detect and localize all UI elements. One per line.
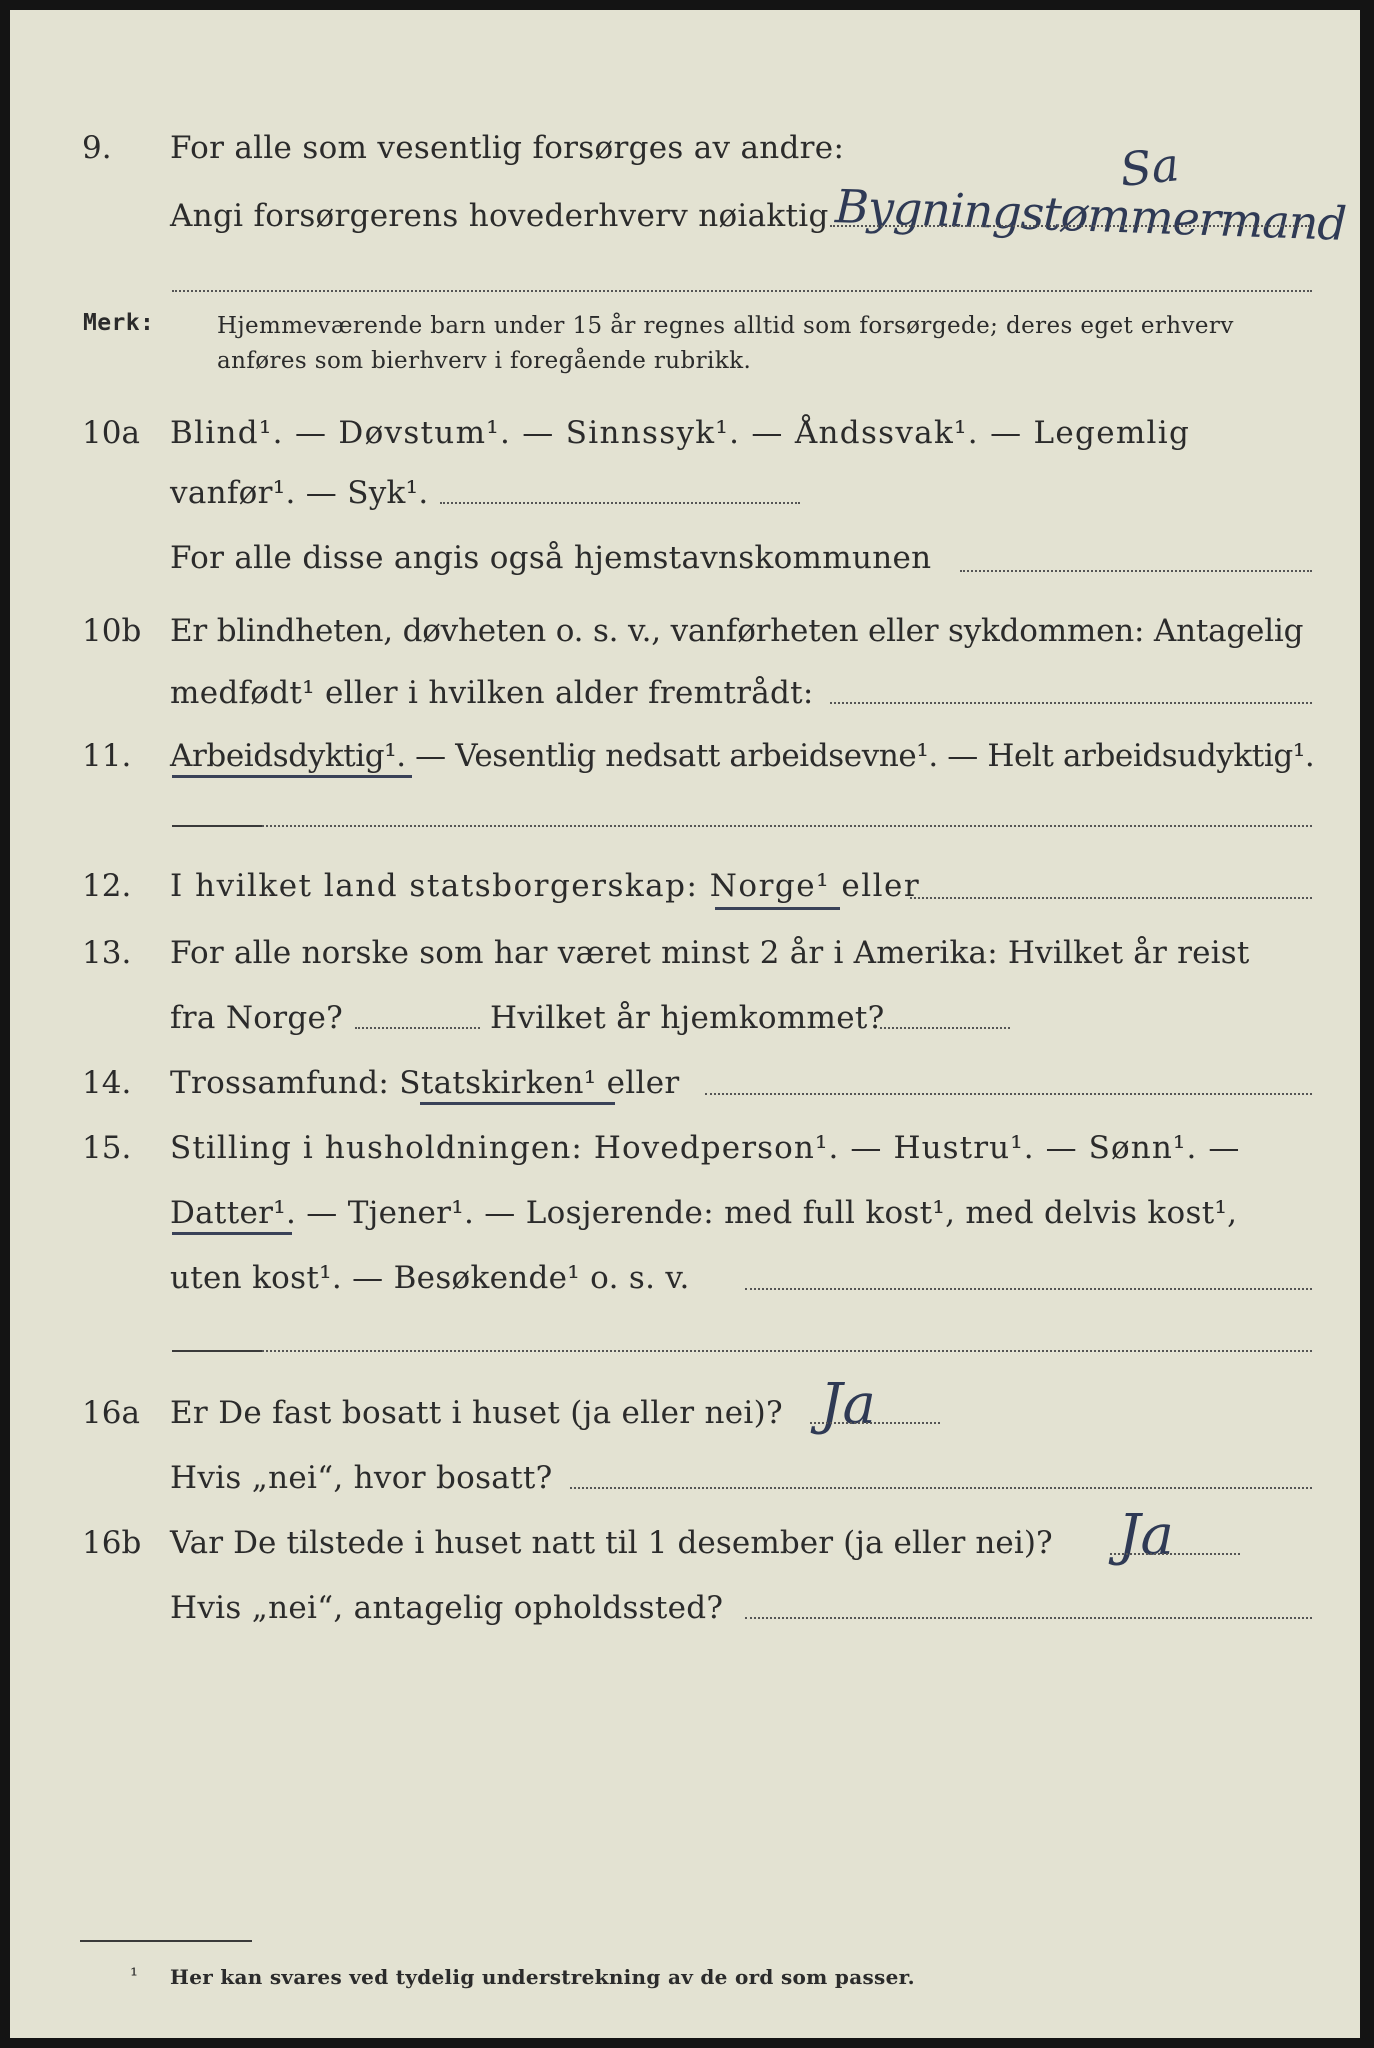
q10a-syk-dotted-line — [440, 502, 800, 504]
footnote-mark: ¹ — [130, 1963, 139, 1987]
q10b-line1: Er blindheten, døvheten o. s. v., vanførheten eller sykdommen: Antagelig — [170, 613, 1304, 649]
q11-dotted-line — [262, 825, 1312, 827]
q14-number: 14. — [82, 1065, 132, 1101]
q15-short-line — [172, 1350, 262, 1352]
q9-line1: For alle som vesentlig forsørges av andre: — [170, 130, 845, 166]
q10b-line2: medfødt¹ eller i hvilken alder fremtrådt: — [170, 675, 814, 711]
q9-handwritten-top: Sa — [1117, 137, 1182, 197]
q11-number: 11. — [82, 738, 132, 774]
q15-line2: Datter¹. — Tjener¹. — Losjerende: med full kost¹, med delvis kost¹, — [170, 1195, 1238, 1231]
q11-arbeidsdyktig-underline — [172, 775, 412, 778]
q13-reist-dotted-line — [355, 1027, 480, 1029]
q14-statskirken-underline — [420, 1102, 615, 1105]
q10b-number: 10b — [82, 613, 142, 649]
q16b-number: 16b — [82, 1525, 142, 1561]
merk-line2: anføres som bierhverv i foregående rubrikk. — [217, 348, 752, 374]
q10a-line3: For alle disse angis også hjemstavnskommunen — [170, 540, 932, 576]
q12-dotted-line — [910, 897, 1312, 899]
q16b-opholdssted-dotted-line — [745, 1617, 1312, 1619]
q10a-kommune-dotted-line — [960, 570, 1312, 572]
q13-line2b: Hvilket år hjemkommet? — [490, 1000, 885, 1036]
q16a-line2: Hvis „nei“, hvor bosatt? — [170, 1460, 553, 1496]
q16b-line1: Var De tilstede i huset natt til 1 desember (ja eller nei)? — [170, 1525, 1053, 1561]
q11-short-line — [172, 825, 262, 827]
q14-text: Trossamfund: Statskirken¹ eller — [170, 1065, 680, 1101]
q10a-line1: Blind¹. — Døvstum¹. — Sinnssyk¹. — Åndssvak¹. — Legemlig — [170, 415, 1191, 451]
q16b-answer-dotted-line — [1110, 1553, 1240, 1555]
census-form-page — [10, 10, 1360, 2038]
merk-line1: Hjemmeværende barn under 15 år regnes alltid som forsørgede; deres eget erhverv — [217, 313, 1234, 339]
q9-answer-dotted-line — [830, 225, 1310, 227]
q15-line1: Stilling i husholdningen: Hovedperson¹. — Hustru¹. — Sønn¹. — — [170, 1130, 1241, 1166]
q12-number: 12. — [82, 868, 132, 904]
q14-dotted-line — [705, 1093, 1312, 1095]
q12-norge-underline — [715, 907, 840, 910]
q15-dotted-line — [745, 1288, 1312, 1290]
merk-label: Merk: — [83, 310, 155, 336]
q16b-line2: Hvis „nei“, antagelig opholdssted? — [170, 1590, 724, 1626]
q9-handwritten-answer: Bygningstømmermand — [834, 179, 1347, 251]
q15-datter-underline — [172, 1232, 292, 1235]
q16a-number: 16a — [82, 1395, 140, 1431]
q9-line2: Angi forsørgerens hovederhverv nøiaktig — [170, 198, 829, 234]
q15-line3: uten kost¹. — Besøkende¹ o. s. v. — [170, 1260, 690, 1296]
q15-number: 15. — [82, 1130, 132, 1166]
q9-number: 9. — [82, 130, 112, 166]
q16b-handwritten-answer: Ja — [1118, 1503, 1174, 1568]
q13-line2a: fra Norge? — [170, 1000, 344, 1036]
q10a-line2: vanfør¹. — Syk¹. — [170, 475, 429, 511]
q9-separator-dotted-line — [172, 290, 1312, 292]
footnote-rule — [80, 1940, 252, 1942]
q16a-answer-dotted-line — [810, 1422, 940, 1424]
q16a-handwritten-answer: Ja — [820, 1372, 876, 1437]
q10a-number: 10a — [82, 415, 140, 451]
footnote-text: Her kan svares ved tydelig understrekning av de ord som passer. — [170, 1965, 915, 1989]
q16a-line1: Er De fast bosatt i huset (ja eller nei)? — [170, 1395, 783, 1431]
q12-text: I hvilket land statsborgerskap: Norge¹ eller — [170, 868, 921, 904]
q13-number: 13. — [82, 935, 132, 971]
q11-text: Arbeidsdyktig¹. — Vesentlig nedsatt arbeidsevne¹. — Helt arbeidsudyktig¹. — [170, 738, 1315, 774]
q10b-alder-dotted-line — [830, 702, 1312, 704]
q13-line1: For alle norske som har været minst 2 år i Amerika: Hvilket år reist — [170, 935, 1250, 971]
q13-hjemkommet-dotted-line — [880, 1027, 1010, 1029]
q16a-bosatt-dotted-line — [570, 1487, 1312, 1489]
q15-separator-dotted-line — [262, 1350, 1312, 1352]
